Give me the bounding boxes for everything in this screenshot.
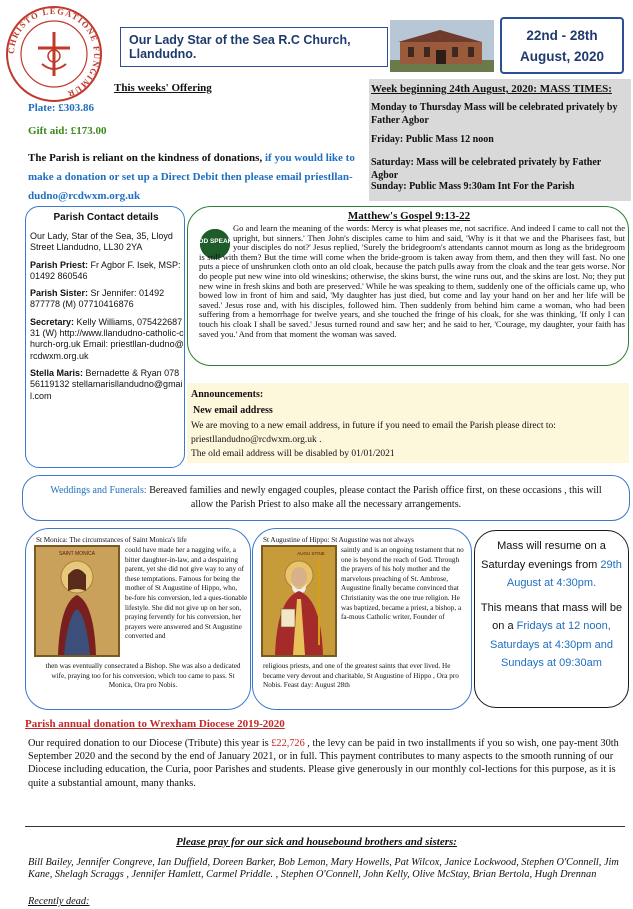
st-augustine-icon [261,545,337,657]
mass-sunday: Sunday: Public Mass 9:30am Int For the Parish [371,181,575,192]
gospel-title: Matthew's Gospel 9:13-22 [347,210,471,222]
offering-title: This weeks' Offering [114,82,212,94]
contact-stella-maris: Stella Maris: Bernadette & Ryan 07856119132 stellamarisllandudno@gmail.com [30,367,183,401]
diocese-title: Parish annual donation to Wrexham Diocese 2019-2020 [25,718,285,730]
resume-first: Mass will resume on a Saturday evenings from 29th August at 4:30pm. [481,540,622,589]
logo-ring-text: CHRISTO LEGATIONE FUNGIMUR [5,5,103,100]
contact-sister: Parish Sister: Sr Jennifer: 01492 877778 (M) 07710416876 [30,288,165,310]
contact-address: Our Lady, Star of the Sea, 35, Lloyd Street Llandudno, LL30 2YA [30,231,173,253]
resume-date: 29th August at 4:30pm. [506,558,622,589]
svg-text:AUGU STINE: AUGU STINE [297,551,325,556]
augustine-text: saintly and is an ongoing testament that no one is beyond the reach of God. Through the prayers of his holy mother and the marvelous preaching of St. Ambrose, Augustine finally became convinced that Christianity was the one true religion. He was baptized, became a priest, a bishop, a fa-mous Catholic writer, Founder of [341,546,464,622]
date-month: August, 2020 [519,49,605,64]
mass-times-title: Week beginning 24th August, 2020: MASS TIMES: [371,83,612,95]
church-photo [390,20,494,72]
mass-saturday: Saturday: Mass will be celebrated privately by Father Agbor [371,157,602,181]
divider [25,826,625,827]
church-name-banner [120,27,388,67]
mass-times-panel [369,79,631,201]
diocese-amount: £22,726 [271,738,305,749]
date-range: 22nd - 28th [526,28,598,43]
pray-title: Please pray for our sick and housebound brothers and sisters: [176,836,457,848]
announcements-subtitle: New email address [193,405,273,416]
weddings-funerals-box [22,475,630,521]
augustine-intro: St Augustine of Hippo: St Augustine was not always [263,536,414,544]
st-monica-box [25,528,251,710]
donation-appeal-blue: if you would like to make a donation or set up a Direct Debit then please email priestllan-dudno@rcdwxm.org.uk [28,152,355,202]
recently-dead-label: Recently dead: [28,896,90,907]
gospel-box [187,206,629,366]
plate-amount: Plate: £303.86 [28,102,94,114]
contact-priest: Parish Priest: Fr Agbor F. Isek, MSP: 01492 860546 [30,259,181,281]
monica-intro: St Monica: The circumstances of Saint Monica's life [36,536,187,544]
mass-friday: Friday: Public Mass 12 noon [371,134,494,145]
pray-names: Bill Bailey, Jennifer Congreve, Ian Duffield, Doreen Barker, Bob Lemon, Mary Howells, Pat Wilcox, Janice Lockwood, Stephen O'Connell, Jim Kane, Shelagh Scraggs , Jennifer Hamlett, Carmel Priddle. , Stephen O'Connell, John Kelly, Olive McStay, Brian Bertola, Hugh Drennan [28,857,619,881]
contact-secretary: Secretary: Kelly Williams, 07542268731 (W) http://www.llandudno-catholic-church-org.uk Email: priestllan-dudno@rcdwxm.org.uk [30,316,184,361]
parish-logo [4,4,104,104]
resume-times: Fridays at 12 noon, Saturdays at 4:30pm and Sundays at 09:30am [490,620,613,669]
donation-appeal-black: The Parish is reliant on the kindness of donations, [28,152,263,164]
contact-title: Parish Contact details [53,212,159,223]
weddings-label: Weddings and Funerals: [50,485,147,496]
date-box [500,17,624,74]
church-name: Our Lady Star of the Sea R.C Church, Llandudno. [129,33,351,61]
announcement-email: priestllandudno@rcdwxm.org.uk . [191,435,322,445]
parish-contact-box [25,206,185,468]
gospel-text: Go and learn the meaning of the words: Mercy is what pleases me, not sacrifice. And indeed I came to call not the upright, but sinners.' Then John's disciples came to him and said, 'Why is it that we and the Pharisees fast, but your disciples do not?' Jesus replied, 'Surely the bridegroom's attendants cannot mourn as long as the bridegroom is still with them? But the time will come when the bride-groom is taken away from them, and then they will fast. No one puts a piece of unshrunken cloth onto an old cloak, because the patch pulls away from the cloak and the tear gets worse. Nor do people put new wine into old wineskins; otherwise, the skins burst, the wine runs out, and the skins are lost. No; they put new wine in fresh skins and both are preserved.' While he was speaking to them, suddenly one of the officials came up, who bowed low in front of him and said, 'My daughter has just died, but come and lay your hand on her and her life will be saved.' Jesus rose and, with his disciples, followed him. Then suddenly from behind him came a woman, who had been suffering from a hemorrhage for twelve years, and she touched the fringe of his cloak, for she was thinking, 'If only I can touch his cloak I shall be saved.' Jesus turned round and saw her; and he said to her, 'Courage, my daughter, your faith has saved you.' And from that moment the woman was saved. [199,223,625,339]
st-augustine-box [252,528,472,710]
mass-mon-thu: Monday to Thursday Mass will be celebrated privately by Father Agbor [371,102,618,126]
announcements-box [187,383,629,463]
announcements-title: Announcements: [191,389,264,400]
svg-text:SAINT MONICA: SAINT MONICA [58,551,96,557]
weddings-text: Bereaved families and newly engaged couples, please contact the Parish office first, on these occasions , this will allow the Parish Priest to also make all the necessary arrangements. [146,485,602,510]
augustine-tail: religious priests, and one of the greatest saints that ever lived. He became very devout and charitable, St Augustine of Hippo , Ora pro Nobis. Feast day: August 28th [263,662,459,690]
monica-tail: then was eventually consecrated a Bishop. She was also a dedicated wife, praying too for his conversion, which too came to pass. St Monica, Ora pro Nobis. [45,662,241,690]
diocese-body: Our required donation to our Diocese (Tribute) this year is £22,726 , the levy can be paid in two installments if you so wish, one pay-ment 30th September 2020 and the second by the end of January 2021, or in full. This payment contributes to many aspects to the smooth running of our Diocese including education, the Curia, poor Parishes and students. Please give generously in our monthly col-lections for this purpose, as it is quite a substantial amount, many thanks. [28,738,619,789]
monica-text: could have made her a nagging wife, a bitter daughter-in-law, and a despairing parent, yet she did not give way to any of these temptations. Famous for being the mother of St Augustine of Hippo, who, be-fore his conversion, led a ques-tionable lifestyle. She did not give up on her son, praying fervently for his conversion, her prayers were answered and St Augustine converted and [125,546,248,641]
god-speaks-label: GOD SPEAKS [193,238,237,245]
mass-resume-box [474,530,629,708]
donation-appeal [28,149,368,206]
resume-second: This means that mass will be on a Fridays at 12 noon, Saturdays at 4:30pm and Sundays at 09:30am [480,601,623,669]
announcement-line-1: We are moving to a new email address, in future if you need to email the Parish please direct to: [191,421,556,431]
announcement-line-3: The old email address will be disabled by 01/01/2021 [191,449,395,459]
contact-body [30,231,184,408]
st-monica-icon [34,545,120,657]
gift-aid-amount: Gift aid: £173.00 [28,125,107,137]
